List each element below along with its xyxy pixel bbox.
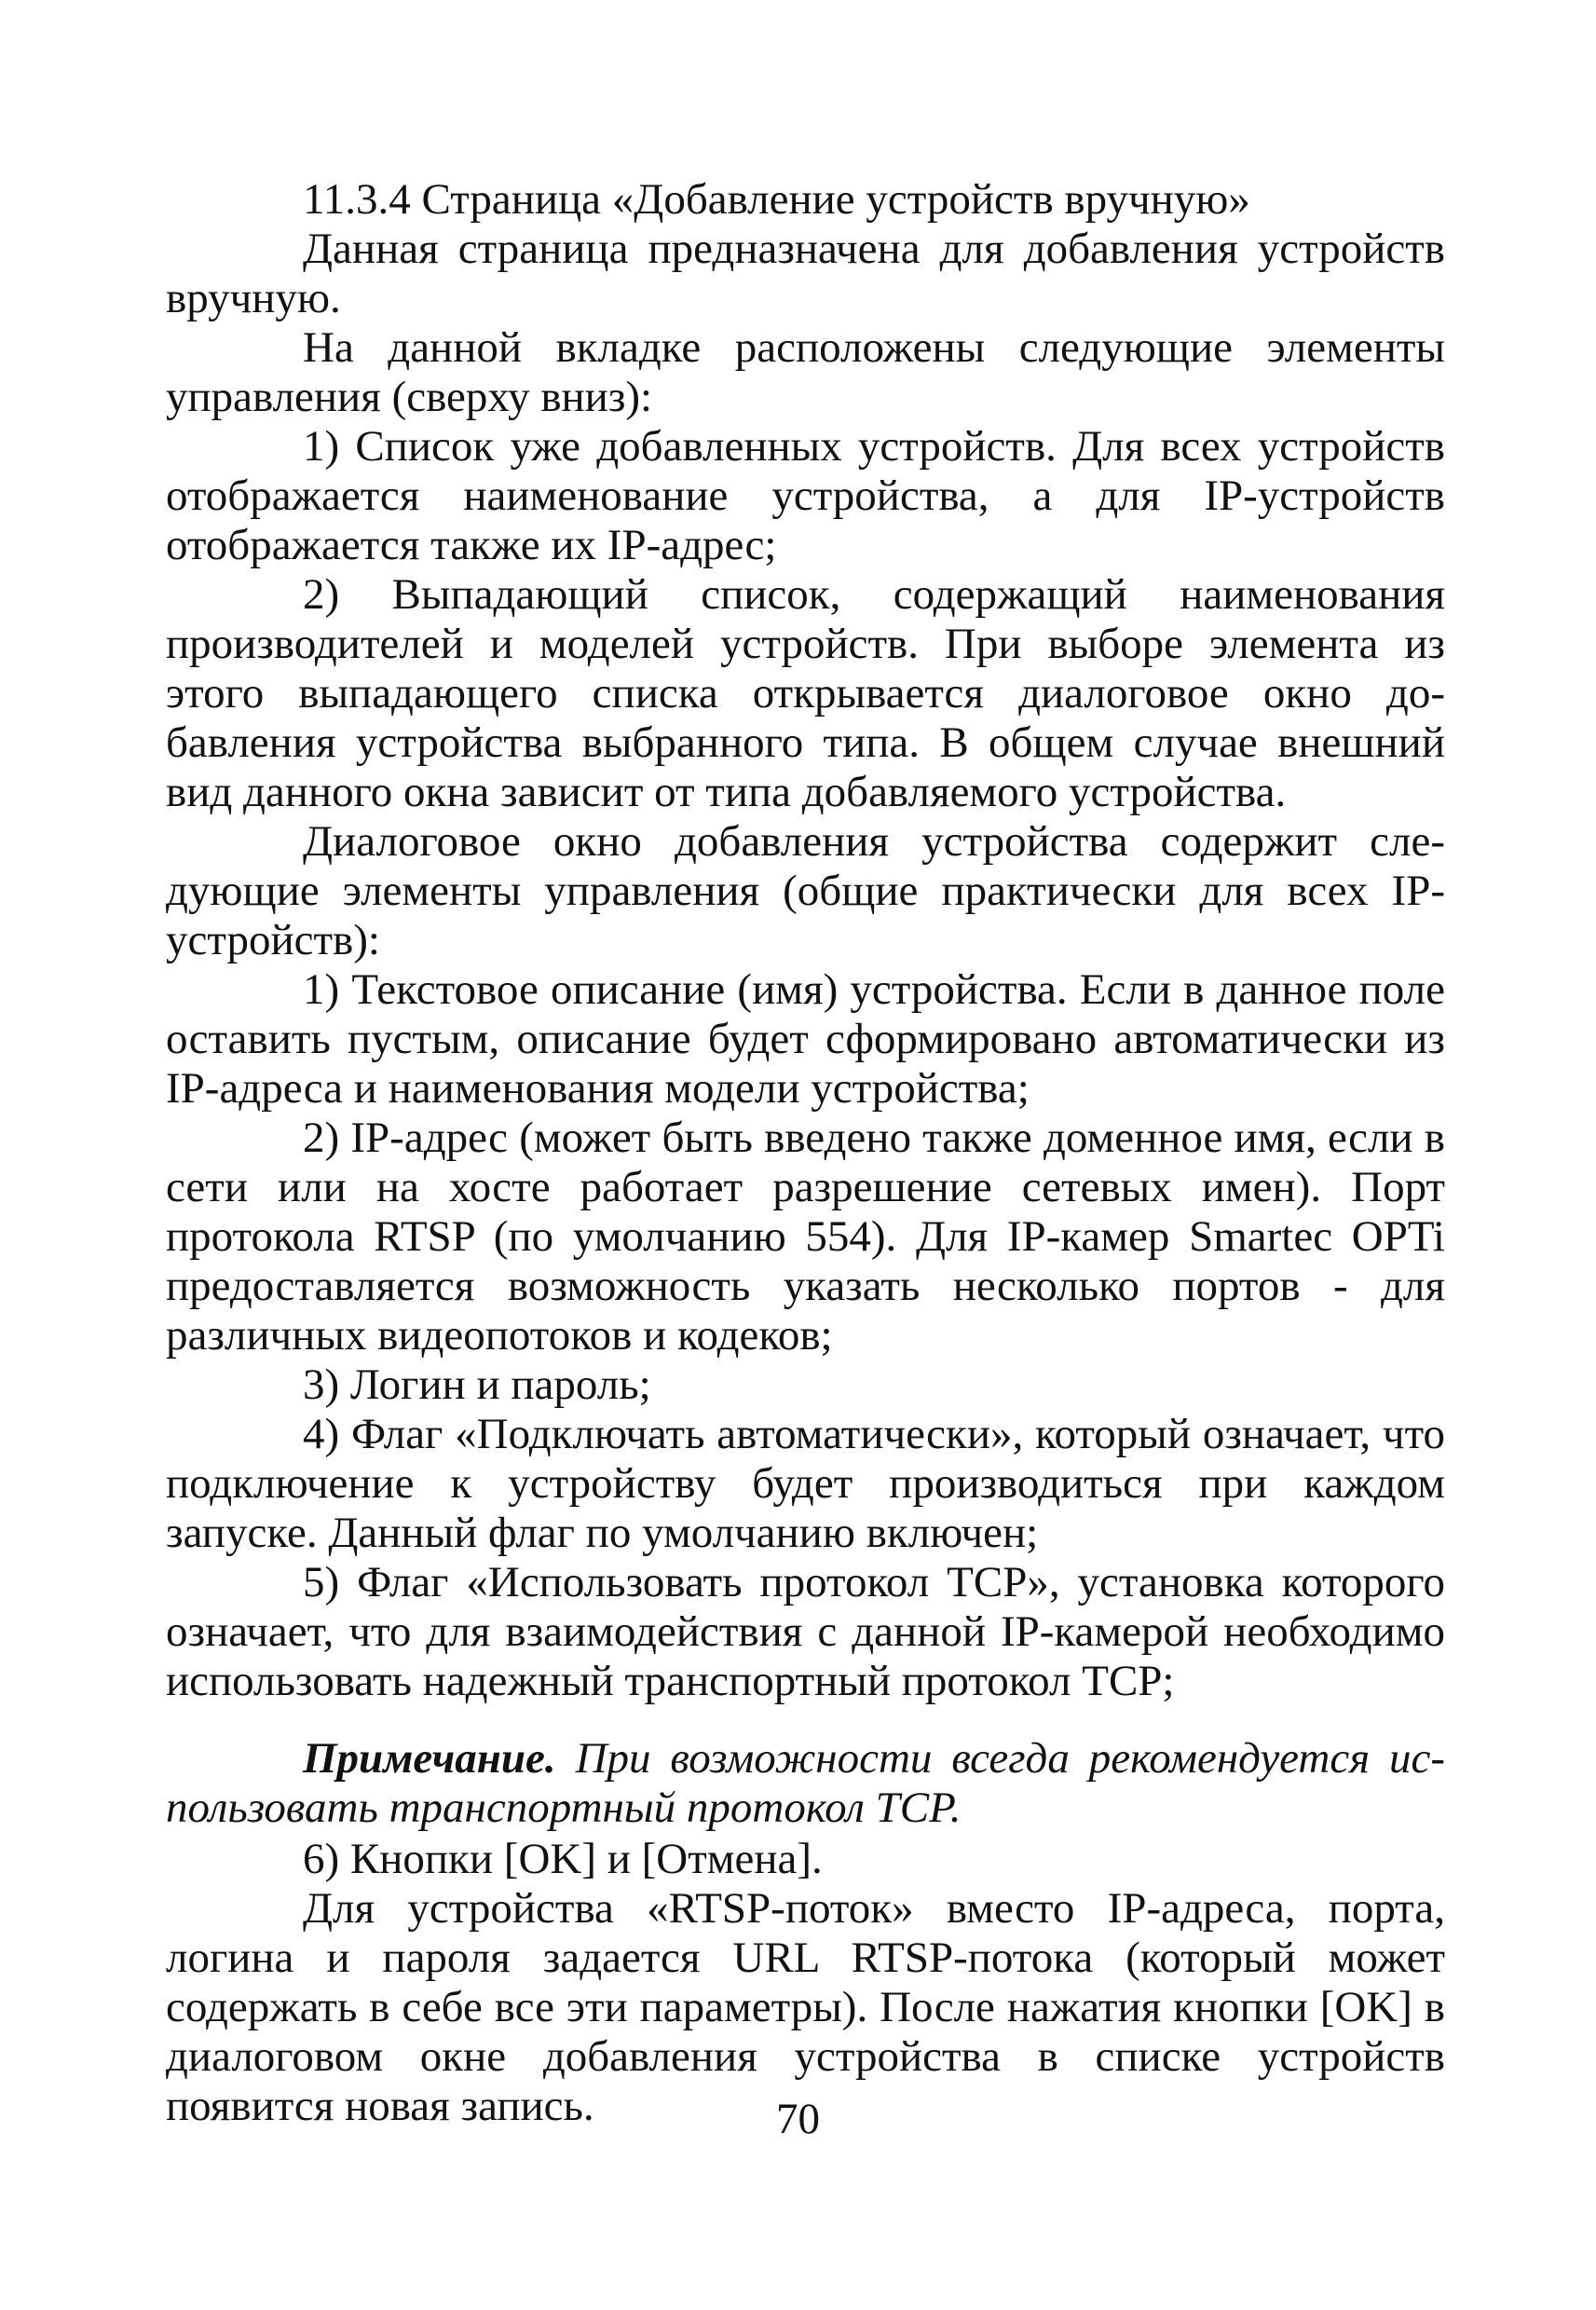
- list-item: 2) IP-адрес (может быть введено также доменное имя, если в сети или на хосте работает разрешение сетевых имен). Порт протокола RTSP (по умолчанию 554). Для IP-камер Smartec OPTi предоставляется возможность указать несколько портов - для различных видеопотоков и кодеков;: [166, 1114, 1445, 1360]
- page-number: 70: [776, 2095, 820, 2143]
- page-body: [166, 175, 1445, 2131]
- paragraph: На данной вкладке расположены следующие элементы управления (сверху вниз):: [166, 323, 1445, 421]
- paragraph: Данная страница предназначена для добавления устройств вручную.: [166, 225, 1445, 322]
- list-item: 1) Текстовое описание (имя) устройства. Если в данное поле оставить пустым, описание будет сформировано автоматически из IP-адреса и наименования модели устройства;: [166, 965, 1445, 1113]
- note: [166, 1734, 1445, 1833]
- list-item: 2) Выпадающий список, содержащий наименования производителей и моделей устройств. При выборе элемента из этого выпадающего списка открывается диалоговое окно добавления устройства выбранного типа. В общем случае внешний вид данного окна зависит от типа добавляемого устройства.: [166, 570, 1445, 816]
- paragraph: Диалоговое окно добавления устройства содержит следующие элементы управления (общие практически для всех IP-устройств):: [166, 817, 1445, 964]
- list-item: 4) Флаг «Подключать автоматически», который означает, что подключение к устройству будет производиться при каждом запуске. Данный флаг по умолчанию включен;: [166, 1410, 1445, 1557]
- section-heading: 11.3.4 Страница «Добавление устройств вручную»: [303, 175, 1250, 224]
- list-item: 6) Кнопки [OK] и [Отмена].: [303, 1835, 823, 1883]
- note-text: При возможности всегда рекомендуется использовать транспортный протокол TCP.: [166, 1734, 1445, 1832]
- paragraph: Для устройства «RTSP-поток» вместо IP-адреса, порта, логина и пароля задается URL RTSP-потока (который может содержать в себе все эти параметры). После нажатия кнопки [OK] в диалоговом окне добавления устройства в списке устройств появится новая запись.: [166, 1884, 1445, 2130]
- list-item: 5) Флаг «Использовать протокол TCP», установка которого означает, что для взаимодействия с данной IP-камерой необходимо использовать надежный транспортный протокол TCP;: [166, 1558, 1445, 1705]
- note-label: Примечание.: [303, 1734, 556, 1783]
- list-item: 1) Список уже добавленных устройств. Для всех устройств отображается наименование устройства, а для IP-устройств отображается также их IP-адрес;: [166, 422, 1445, 569]
- list-item: 3) Логин и пароль;: [303, 1360, 651, 1409]
